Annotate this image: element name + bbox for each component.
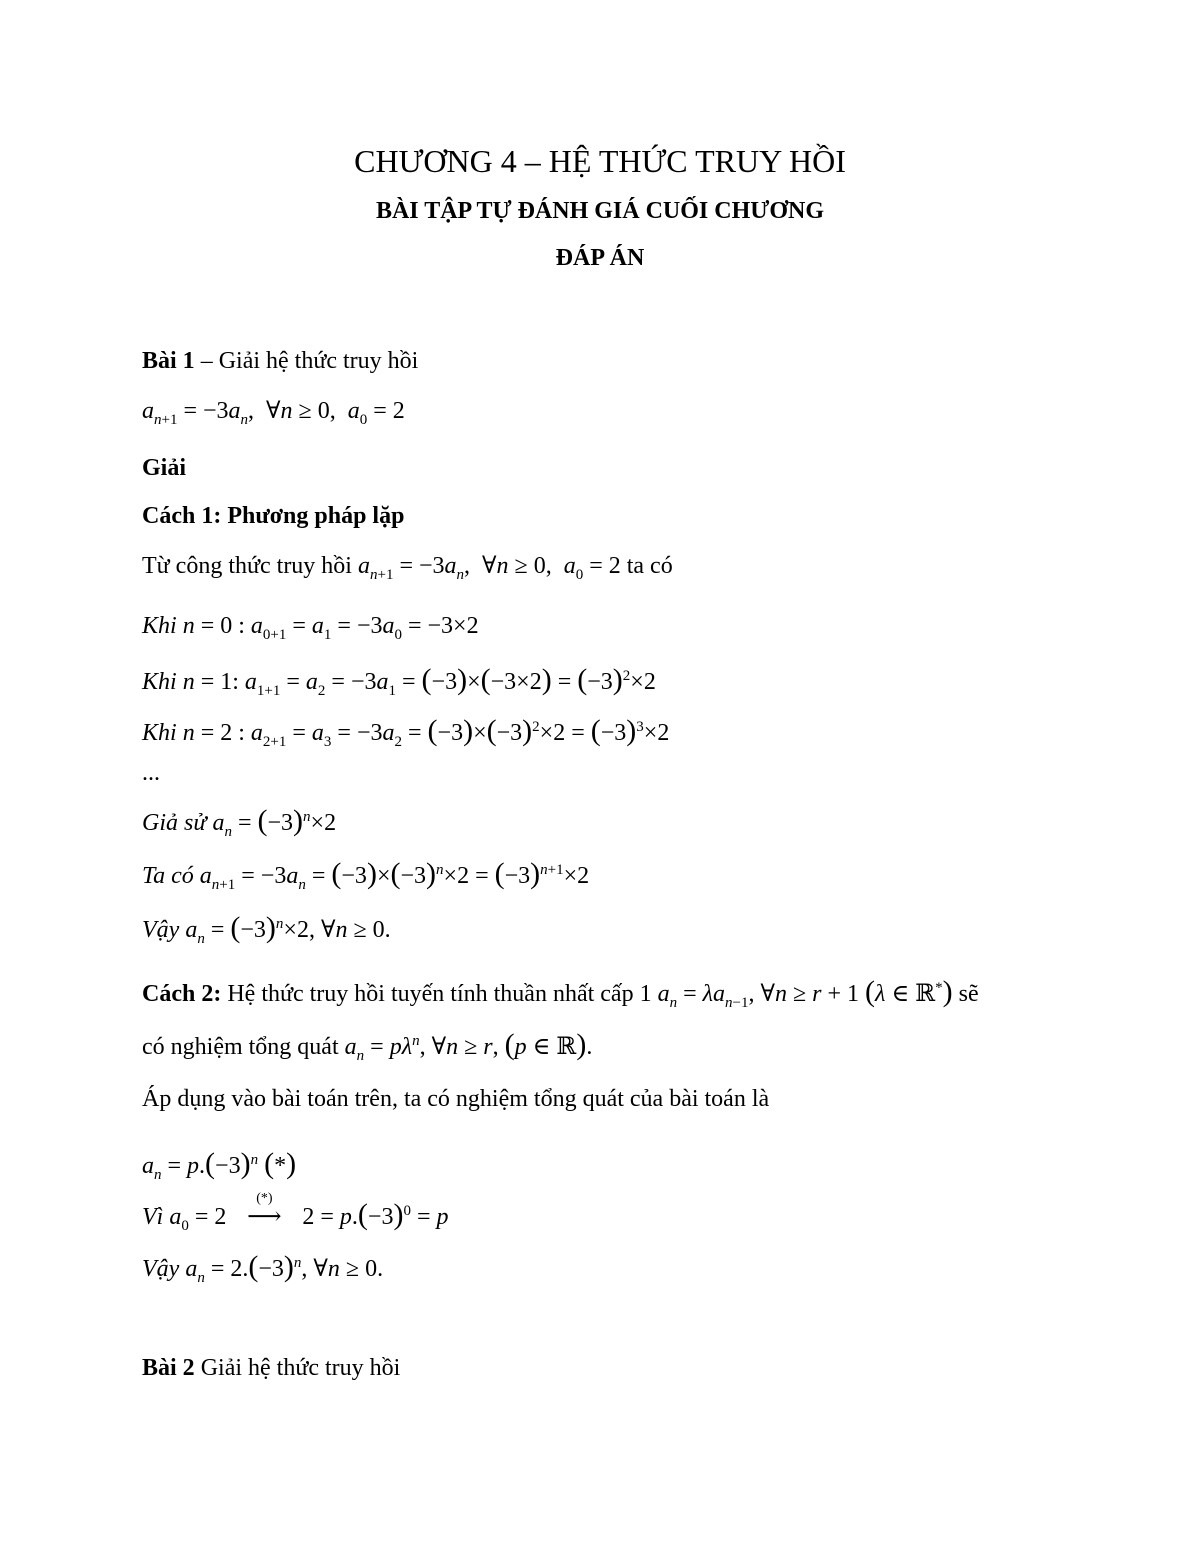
bai2-heading-text: Giải hệ thức truy hồi [194,1355,401,1381]
initial-condition: Vì $a_0 = 2$ (*) ⟶ $2 = p.(-3)^0 = p$ [142,1191,449,1234]
induction-line: Ta có $a_{n+1} = -3a_n = (-3)\times(-3)^n\times 2 = (-3)^{n+1}\times 2$ [142,857,590,893]
apdung-line: Áp dụng vào bài toán trên, ta có nghiệm tổng quát của bài toán là [142,1086,770,1112]
assume-line: Giả sử $a_n = (-3)^n\times 2$ [142,804,337,840]
cach2-line2: có nghiệm tổng quát $a_n = p\lambda^n$, ∀n ≥ r, (p ∈ ℝ). [142,1028,593,1064]
giai-heading: Giải [142,455,187,481]
bai1-label: Bài 1 [142,348,195,374]
page-title: CHƯƠNG 4 – HỆ THỨC TRUY HỒI [354,143,846,179]
conclusion-1: Vậy $a_n = (-3)^n\times 2$, ∀n ≥ 0. [142,911,391,947]
cach2-line1: Cách 2: Hệ thức truy hồi tuyến tính thuần nhất cấp 1 $a_n = \lambda a_{n-1}$, ∀n ≥ r + 1 (λ ∈ ℝ*) sẽ [142,975,979,1011]
cach1-intro: Từ công thức truy hồi $a_{n+1} = -3a_n$, ∀n ≥ 0, $a_0 = 2$ ta có [142,553,673,583]
answer-heading: ĐÁP ÁN [555,245,645,271]
step-n0: Khi n = 0 : $a_{0+1} = a_1 = -3a_0 = -3\times 2$ [142,613,479,643]
bai1-heading [142,346,418,376]
general-solution: $a_n = p.(-3)^n$ (*) [142,1147,297,1183]
ellipsis: ... [142,760,160,786]
page-subtitle: BÀI TẬP TỰ ĐÁNH GIÁ CUỐI CHƯƠNG [375,198,825,224]
bai2-heading [142,1353,400,1383]
bai1-heading-text: – Giải hệ thức truy hồi [194,348,419,374]
step-n1: Khi n = 1: $a_{1+1} = a_2 = -3a_1 = (-3)\times(-3\times 2) = (-3)^2\times 2$ [142,663,656,699]
step-n2: Khi n = 2 : $a_{2+1} = a_3 = -3a_2 = (-3)\times(-3)^2\times 2 = (-3)^3\times 2$ [142,714,670,750]
conclusion-2: Vậy $a_n = 2.(-3)^n$, ∀n ≥ 0. [142,1250,384,1286]
bai2-label: Bài 2 [142,1355,195,1381]
bai1-recurrence: $a_{n+1} = -3a_n$, ∀n ≥ 0, $a_0 = 2$ [142,398,405,428]
cach1-heading: Cách 1: Phương pháp lặp [142,503,405,529]
